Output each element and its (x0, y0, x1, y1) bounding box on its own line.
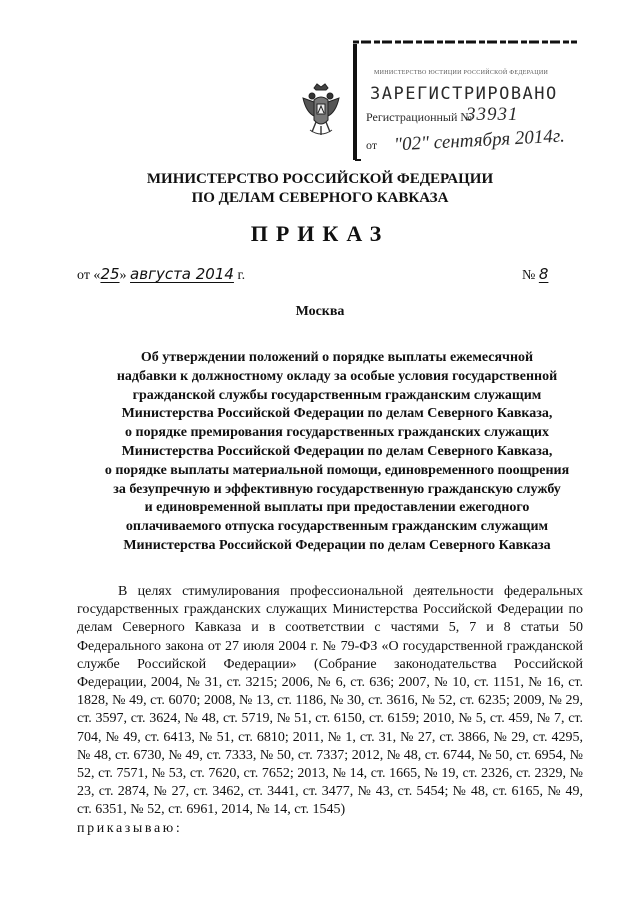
ministry-header (0, 170, 640, 208)
stamp-header: МИНИСТЕРСТВО ЮСТИЦИИ РОССИЙСКОЙ ФЕДЕРАЦИИ (374, 70, 549, 76)
order-number (522, 265, 548, 284)
subject-line: Министерства Российской Федерации по делам Северного Кавказа (123, 537, 551, 553)
subject-line: Министерства Российской Федерации по делам Северного Кавказа, (121, 443, 553, 459)
date-prefix: от « (77, 268, 101, 283)
stamp-date: "02" сентября 2014г. (393, 125, 566, 156)
number-prefix: № (522, 268, 539, 283)
date-mid: » (119, 268, 131, 283)
ministry-line-1: МИНИСТЕРСТВО РОССИЙСКОЙ ФЕДЕРАЦИИ (146, 171, 494, 187)
registration-stamp (362, 70, 576, 160)
number-value: 8 (538, 265, 549, 283)
subject-line: Министерства Российской Федерации по делам Северного Кавказа, (121, 406, 553, 422)
subject-line: оплачиваемого отпуска государственным гражданским служащим (125, 519, 549, 535)
city: Москва (295, 304, 345, 319)
body-paragraph: В целях стимулирования профессиональной деятельности федеральных государственных гражданских служащих Министерства Российской Федерации по делам Северного Кавказа и в соответствии с частями 5, 7 и 8 статьи 50 Федерального закона от 27 июля 2004 г. № 79-ФЗ «О государственной гражданской службе Российской Федерации» (Собрание законодательства Российской Федерации, 2004, № 31, ст. 3215; 2006, № 6, ст. 636; 2007, № 10, ст. 1151, № 16, ст. 1828, № 49, ст. 6070; 2008, № 13, ст. 1186, № 30, ст. 3616, № 52, ст. 6235; 2009, № 29, ст. 3597, ст. 3624, № 48, ст. 5719, № 51, ст. 6150, ст. 6159; 2010, № 5, ст. 459, № 7, ст. 704, № 49, ст. 6413, № 51, ст. 6810; 2011, № 1, ст. 31, № 27, ст. 3866, № 29, ст. 4295, № 48, ст. 6730, № 49, ст. 7333, № 50, ст. 7337; 2012, № 48, ст. 6744, № 50, ст. 6954, № 52, ст. 7571, № 53, ст. 7620, ст. 7652; 2013, № 14, ст. 1665, № 19, ст. 2326, ст. 2329, № 23, ст. 2874, № 27, ст. 3462, ст. 3441, ст. 3477, № 43, ст. 5454; № 48, ст. 6165, № 49, ст. 6351, № 52, ст. 6961, 2014, № 14, ст. 1545) (77, 584, 583, 818)
subject-line: о порядке премирования государственных гражданских служащих (125, 425, 549, 441)
subject-line: Об утверждении положений о порядке выплаты ежемесячной (140, 350, 534, 365)
subject-line: за безупречную и эффективную государственную гражданскую службу (113, 481, 561, 497)
subject-line: о порядке выплаты материальной помощи, единовременного поощрения (104, 462, 570, 478)
stamp-reg-number: 33931 (466, 104, 519, 125)
date-suffix: г. (233, 268, 246, 283)
double-headed-eagle-icon (300, 82, 342, 138)
subject-line: и единовременной выплаты при предоставлении ежегодного (144, 500, 530, 516)
stamp-date-prefix: от (366, 138, 378, 152)
stamp-reg-label: Регистрационный № (366, 110, 472, 124)
date-month-year: августа 2014 (130, 265, 234, 283)
subject-line: гражданской службы государственным гражданским служащим (132, 387, 542, 403)
stamp-title: ЗАРЕГИСТРИРОВАНО (370, 84, 558, 104)
order-subject (86, 349, 588, 556)
ministry-line-2: ПО ДЕЛАМ СЕВЕРНОГО КАВКАЗА (191, 190, 449, 206)
body-text (77, 583, 583, 838)
subject-line: надбавки к должностному окладу за особые условия государственной (116, 368, 558, 384)
order-title: ПРИКАЗ (250, 221, 390, 246)
order-date (77, 265, 245, 284)
body-closing: приказываю: (77, 820, 183, 836)
date-day: 25 (100, 265, 120, 283)
